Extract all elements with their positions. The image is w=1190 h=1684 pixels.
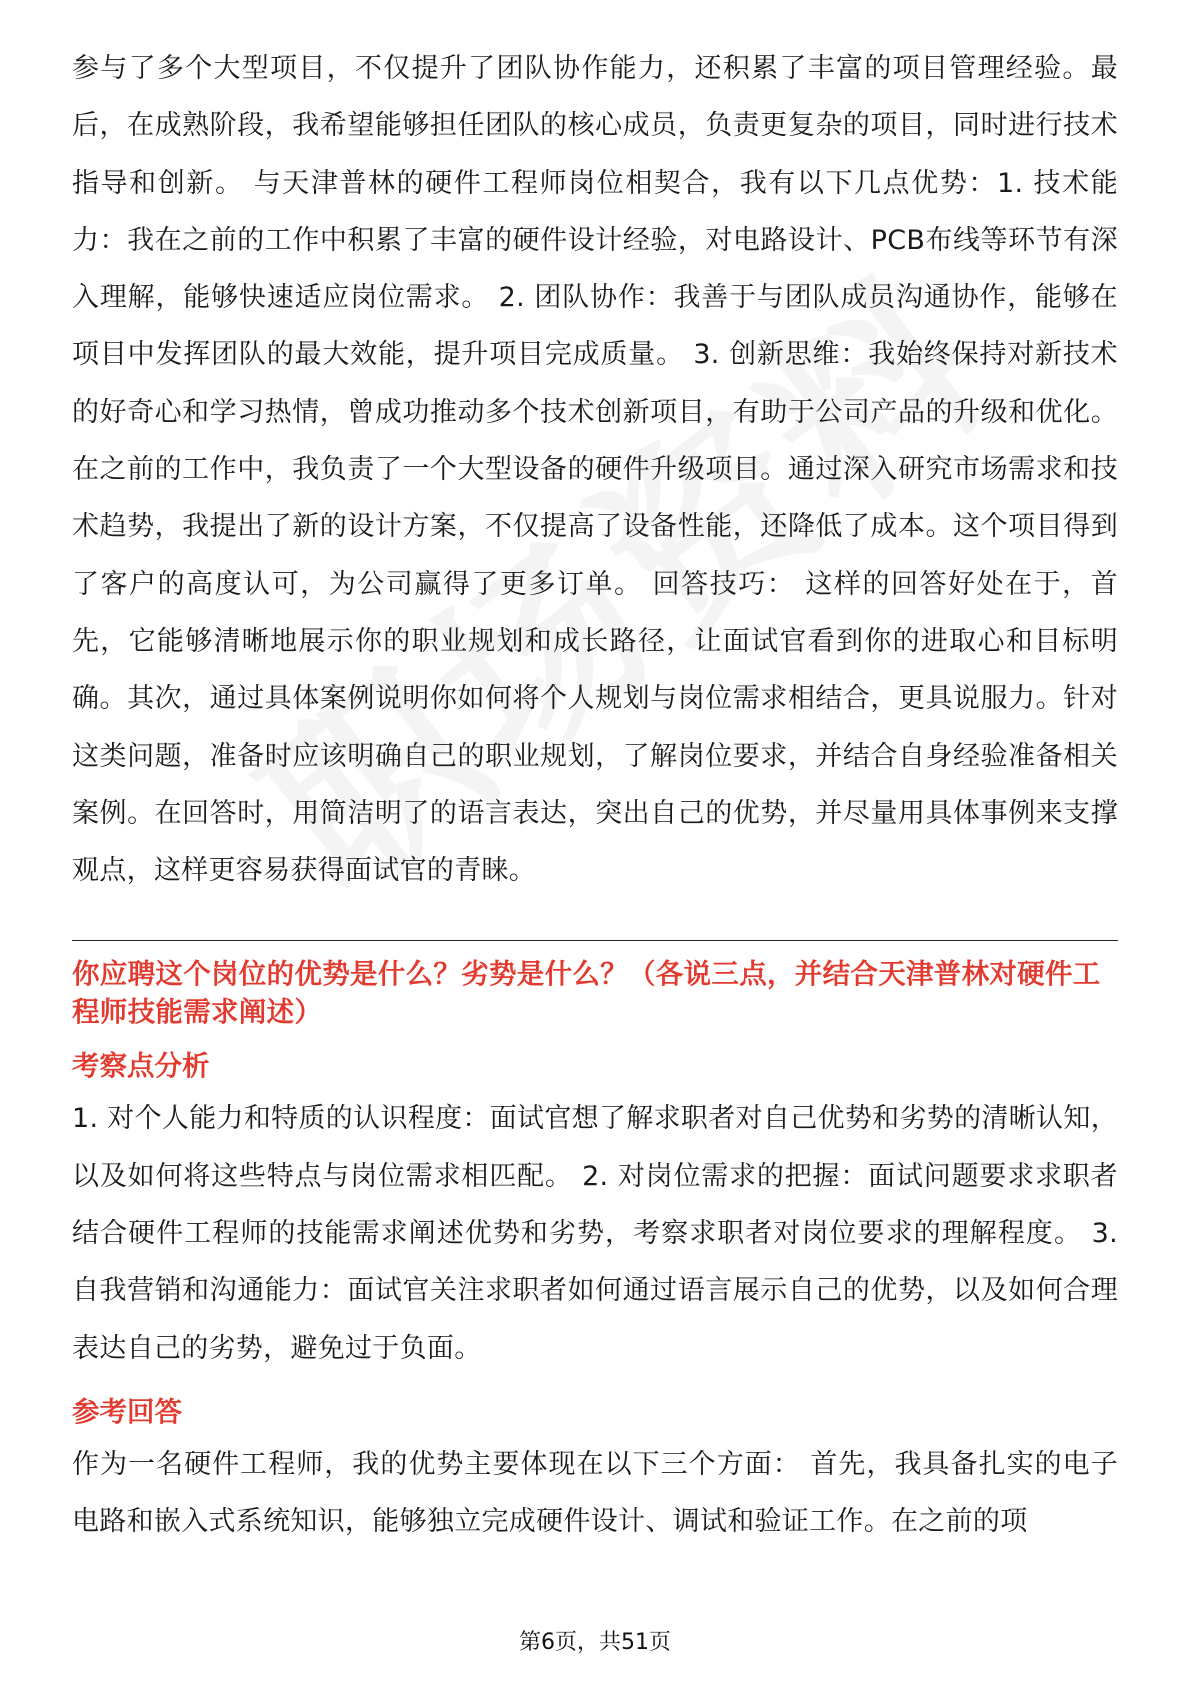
answer-title: 参考回答 [72,1395,182,1428]
analysis-title: 考察点分析 [72,1050,210,1083]
page-footer: 第6页，共51页 [519,1630,671,1655]
analysis-body: 1. 对个人能力和特质的认识程度：面试官想了解求职者对自己优势和劣势的清晰认知，以及如何将这些特点与岗位需求相匹配。 2. 对岗位需求的把握：面试问题要求求职者结合硬件工程师的技能需求阐述优势和劣势，考察求职者对岗位要求的理解程度。 3. 自我营销和沟通能力：面试官关注求职者如何通过语言展示自己的优势，以及如何合理表达自己的劣势，避免过于负面。 [72,1103,1118,1364]
body-paragraph: 参与了多个大型项目，不仅提升了团队协作能力，还积累了丰富的项目管理经验。最后，在成熟阶段，我希望能够担任团队的核心成员，负责更复杂的项目，同时进行技术指导和创新。 与天津普林的硬件工程师岗位相契合，我有以下几点优势：1. 技术能力：我在之前的工作中积累了丰富的硬件设计经验，对电路设计、PCB布线等环节有深入理解，能够快速适应岗位需求。 2. 团队协作：我善于与团队成员沟通协作，能够在项目中发挥团队的最大效能，提升项目完成质量。 3. 创新思维：我始终保持对新技术的好奇心和学习热情，曾成功推动多个技术创新项目，有助于公司产品的升级和优化。 在之前的工作中，我负责了一个大型设备的硬件升级项目。通过深入研究市场需求和技术趋势，我提出了新的设计方案，不仅提高了设备性能，还降低了成本。这个项目得到了客户的高度认可，为公司赢得了更多订单。 回答技巧： 这样的回答好处在于，首先，它能够清晰地展示你的职业规划和成长路径，让面试官看到你的进取心和目标明确。其次，通过具体案例说明你如何将个人规划与岗位需求相结合，更具说服力。针对这类问题，准备时应该明确自己的职业规划，了解岗位要求，并结合自身经验准备相关案例。在回答时，用简洁明了的语言表达，突出自己的优势，并尽量用具体事例来支撑观点，这样更容易获得面试官的青睐。 [72,53,1118,887]
question-heading: 你应聘这个岗位的优势是什么？劣势是什么？（各说三点，并结合天津普林对硬件工程师技能需求阐述） [72,958,1101,1029]
section-divider [72,940,1118,941]
answer-body: 作为一名硬件工程师，我的优势主要体现在以下三个方面： 首先，我具备扎实的电子电路和嵌入式系统知识，能够独立完成硬件设计、调试和验证工作。在之前的项 [72,1448,1118,1538]
document-page [72,40,1118,1551]
